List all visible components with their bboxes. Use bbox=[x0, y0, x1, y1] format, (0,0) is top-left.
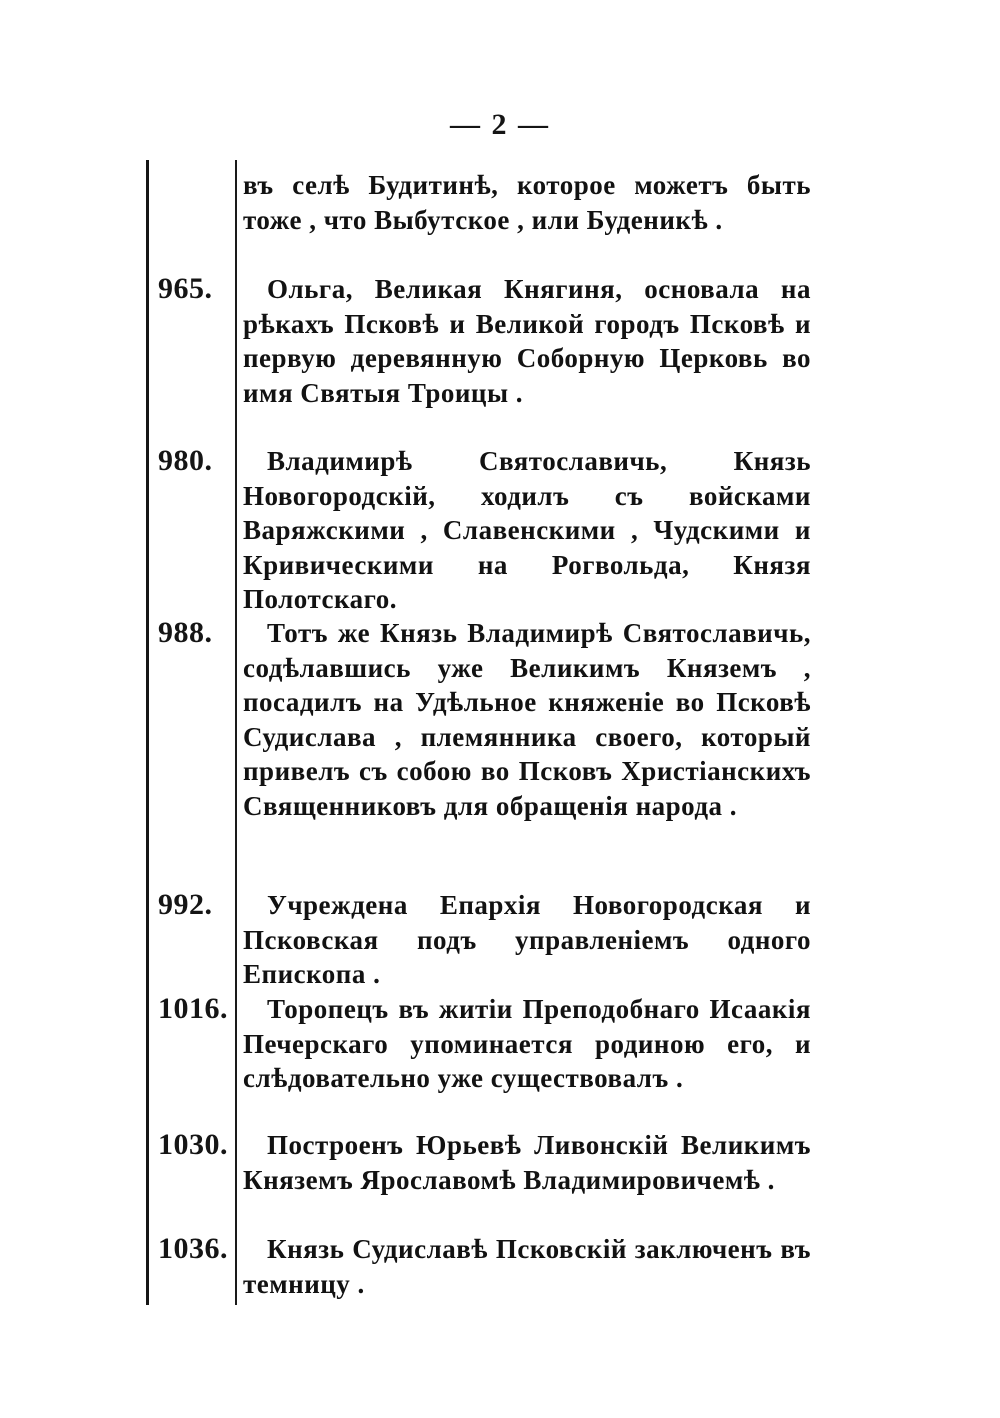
entry-text: Тотъ же Князь Владимирѣ Святославичь, содѣлавшись уже Великимъ Княземъ , посадилъ на Удѣльное княженіе во Псковѣ Судислава , племянника своего, который привелъ съ собою во Псковъ Христіанскихъ Священниковъ для обращенія народа . bbox=[243, 618, 811, 821]
entry-text: Построенъ Юрьевѣ Ливонскій Великимъ Княземъ Ярославомѣ Владимировичемѣ . bbox=[243, 1130, 811, 1195]
entry-text: Владимирѣ Святославичь, Князь Новогородскій, ходилъ съ войсками Варяжскими , Славенскими , Чудскими и Кривическими на Рогвольда, Князя Полотскаго. bbox=[243, 446, 811, 614]
entry-text: Ольга, Великая Княгиня, основала на рѣкахъ Псковѣ и Великой городъ Псковѣ и первую деревянную Соборную Церковь во имя Святыя Троицы . bbox=[243, 274, 811, 408]
entry-year: 1030. bbox=[158, 1128, 228, 1161]
entry-year: 1036. bbox=[158, 1232, 228, 1265]
entry-text: Торопецъ въ житіи Преподобнаго Исаакія Печерскаго упоминается родиною его, и слѣдовательно уже существовалъ . bbox=[243, 994, 811, 1093]
entry-year: 992. bbox=[158, 888, 213, 921]
entry-text: въ селѣ Будитинѣ, которое можетъ быть тоже , что Выбутское , или Буденикѣ . bbox=[243, 170, 811, 235]
entry-year: 965. bbox=[158, 272, 213, 305]
entry-text: Князь Судиславѣ Псковскій заключенъ въ темницу . bbox=[243, 1234, 811, 1299]
entry-text: Учреждена Епархія Новогородская и Псковская подъ управленіемъ одного Епископа . bbox=[243, 890, 811, 989]
page-number: — 2 — bbox=[450, 108, 550, 141]
entry-year: 988. bbox=[158, 616, 213, 649]
entry-year: 980. bbox=[158, 444, 213, 477]
entry-year: 1016. bbox=[158, 992, 228, 1025]
